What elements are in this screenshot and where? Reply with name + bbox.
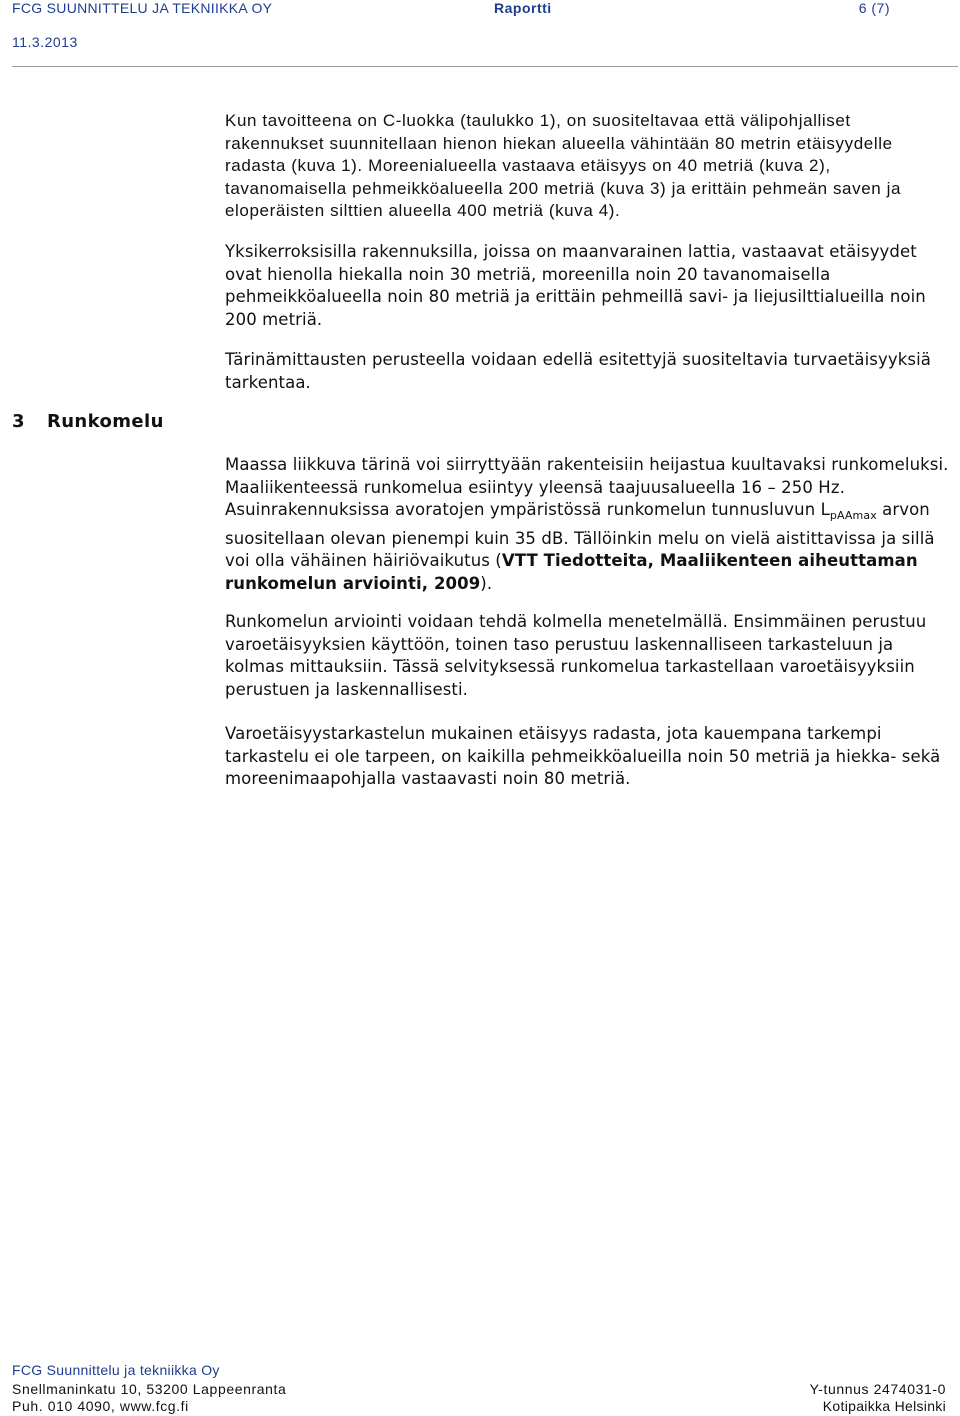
- reference-text: VTT Tiedotteita, Maaliikenteen aiheuttaman runkomelun arviointi, 2009: [225, 551, 918, 593]
- subscript-text: pAAmax: [829, 509, 877, 522]
- header-doc-type: Raportti: [494, 0, 552, 16]
- paragraph-setback-distances: Kun tavoitteena on C-luokka (taulukko 1), on suositeltavaa että välipohjalliset rakennukset suunnitellaan hienon hiekan alueella vähintään 80 metrin etäisyydelle radasta (kuva 1). Moreenialueella vastaava etäisyys on 40 metriä (kuva 2), tavanomaisella pehmeikköalueella 200 metriä (kuva 3) ja erittäin pehmeän saven ja eloperäisten silttien alueella 400 metriä (kuva 4).: [225, 111, 902, 220]
- footer-business-id: Y-tunnus 2474031-0: [809, 1381, 946, 1397]
- page-header: [0, 0, 960, 70]
- section-number: 3: [12, 411, 25, 432]
- header-page-number: 6 (7): [858, 0, 890, 16]
- footer-contact: Puh. 010 4090, www.fcg.fi: [12, 1398, 189, 1414]
- paragraph-assessment-methods: Runkomelun arviointi voidaan tehdä kolmella menetelmällä. Ensimmäinen perustuu varoetäisyyksien käyttöön, toinen taso perustuu laskennalliseen tarkasteluun ja kolmas mittauksiin. Tässä selvityksessä runkomelua tarkastellaan varoetäisyyksiin perustuen ja laskennallisesti.: [225, 612, 927, 699]
- paragraph-ground-borne-noise: [225, 454, 955, 595]
- header-date: 11.3.2013: [12, 34, 78, 50]
- header-divider: [12, 66, 958, 67]
- section-heading: [12, 411, 164, 432]
- footer-company: FCG Suunnittelu ja tekniikka Oy: [12, 1362, 220, 1378]
- section-title: Runkomelu: [46, 411, 164, 432]
- paragraph-text: Maassa liikkuva tärinä voi siirryttyään rakenteisiin heijastua kuultavaksi runkomeluksi. Maaliikenteessä runkomelua esiintyy yleensä taajuusalueella 16 – 250 Hz. Asuinrakennuksissa avoratojen ympäristössä runkomelun tunnusluvun L: [225, 455, 949, 519]
- paragraph-text: ).: [480, 573, 493, 593]
- paragraph-safety-distance: Varoetäisyystarkastelun mukainen etäisyys radasta, jota kauempana tarkempi tarkastelu ei ole tarpeen, on kaikilla pehmeikköalueilla noin 50 metriä ja hiekka- sekä moreenimaapohjalla vastaavasti noin 80 metriä.: [225, 724, 941, 788]
- header-company: FCG SUUNNITTELU JA TEKNIIKKA OY: [12, 0, 273, 16]
- paragraph-text: arvon suositellaan olevan pienempi kuin 35 dB. Tällöinkin melu on vielä aistittavissa ja sillä voi olla vähäinen häiriövaikutus (: [225, 500, 935, 570]
- paragraph-single-storey: Yksikerroksisilla rakennuksilla, joissa on maanvarainen lattia, vastaavat etäisyydet ovat hienolla hiekalla noin 30 metriä, moreenilla noin 20 tavanomaisella pehmeikköalueella noin 80 metriä ja erittäin pehmeillä savi- ja liejusilttialueilla noin 200 metriä.: [225, 242, 926, 329]
- footer-domicile: Kotipaikka Helsinki: [822, 1398, 946, 1414]
- footer-address: Snellmaninkatu 10, 53200 Lappeenranta: [12, 1381, 287, 1397]
- paragraph-vibration-measurements: Tärinämittausten perusteella voidaan edellä esitettyjä suositeltavia turvaetäisyyksiä tarkentaa.: [225, 350, 931, 392]
